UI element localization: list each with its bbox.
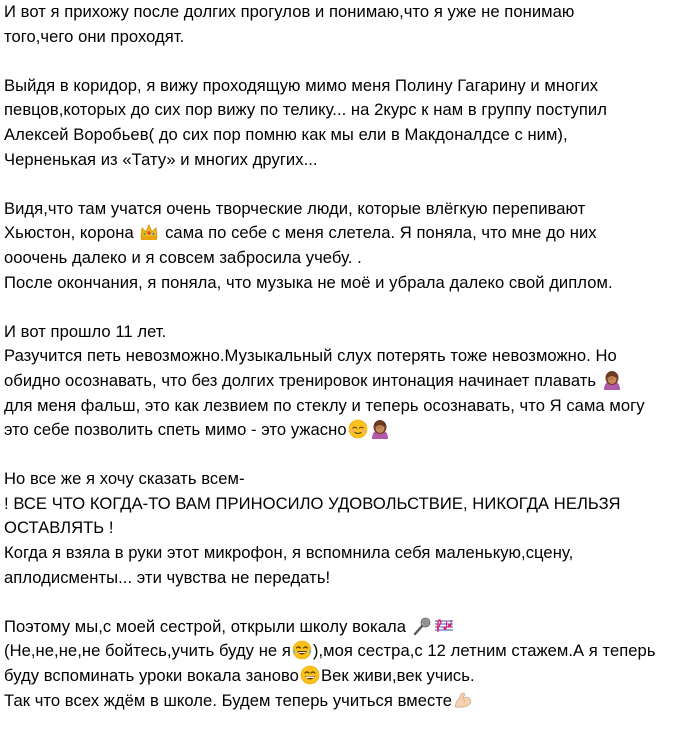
text-line <box>4 664 694 689</box>
text-line <box>4 639 694 664</box>
text-fragment: сама по себе с меня слетела. Я поняла, что мне до них <box>160 223 597 243</box>
text-fragment: буду вспоминать уроки вокала заново <box>4 666 299 686</box>
text-fragment: Так что всех ждём в школе. Будем теперь учиться вместе <box>4 690 453 710</box>
paragraph-gap <box>4 172 694 197</box>
text-line: После окончания, я поняла, что музыка не моё и убрала далеко свой диплом. <box>4 272 613 292</box>
text-line: для меня фальш, это как лезвием по стеклу и теперь осознавать, что Я сама могу <box>4 395 645 415</box>
text-line: аплодисменты... эти чувства не передать! <box>4 567 331 587</box>
text-line: певцов,которых до сих пор вижу по телику... на 2курс к нам в группу поступил <box>4 100 607 120</box>
text-line: И вот прошло 11 лет. <box>4 321 167 341</box>
text-line <box>4 418 694 443</box>
text-fragment: это себе позволить спеть мимо - это ужасно <box>4 420 347 440</box>
text-line: Разучится петь невозможно.Музыкальный слух потерять тоже невозможно. Но <box>4 346 617 366</box>
woman-facepalming-icon <box>370 419 390 439</box>
text-fragment: обидно осознавать, что без долгих тренировок интонация начинает плавать <box>4 370 601 390</box>
text-line: ! ВСЕ ЧТО КОГДА-ТО ВАМ ПРИНОСИЛО УДОВОЛЬСТВИЕ, НИКОГДА НЕЛЬЗЯ <box>4 493 621 513</box>
paragraph-gap <box>4 590 694 615</box>
musical-score-icon <box>434 616 454 636</box>
post-body <box>4 0 694 713</box>
text-line: Выйдя в коридор, я вижу проходящую мимо меня Полину Гагарину и многих <box>4 75 599 95</box>
text-fragment: Век живи,век учись. <box>320 666 475 686</box>
text-line: ооочень далеко и я совсем забросила учебу. . <box>4 247 362 267</box>
text-line: того,чего они проходят. <box>4 26 185 46</box>
face-with-tears-of-joy-icon <box>292 640 312 660</box>
text-line <box>4 221 694 246</box>
text-line: Когда я взяла в руки этот микрофон, я вспомнила себя маленькую,сцену, <box>4 543 574 563</box>
text-fragment: Поэтому мы,с моей сестрой, открыли школу вокала <box>4 616 411 636</box>
text-fragment: ),моя сестра,с 12 летним стажем.А я теперь <box>312 641 656 661</box>
crown-icon <box>139 222 159 242</box>
text-line <box>4 615 694 640</box>
text-fragment: (Не,не,не,не бойтесь,учить буду не я <box>4 641 291 661</box>
text-line: И вот я прихожу после долгих прогулов и понимаю,что я уже не понимаю <box>4 2 575 21</box>
woman-facepalming-icon <box>602 370 622 390</box>
text-line: Видя,что там учатся очень творческие люди, которые влёгкую перепивают <box>4 198 586 218</box>
relieved-face-icon <box>348 419 368 439</box>
paragraph-gap <box>4 295 694 320</box>
flexed-biceps-icon <box>453 690 473 710</box>
text-line: Но все же я хочу сказать всем- <box>4 469 245 489</box>
text-line <box>4 689 694 714</box>
text-line: Черненькая из «Тату» и многих других... <box>4 149 318 169</box>
text-line: Алексей Воробьев( до сих пор помню как мы ели в Макдоналдсе с ним), <box>4 124 568 144</box>
paragraph-gap <box>4 443 694 468</box>
text-fragment: Хьюстон, корона <box>4 223 139 243</box>
text-line: ОСТАВЛЯТЬ ! <box>4 518 114 538</box>
grinning-face-icon <box>300 665 320 685</box>
text-line <box>4 369 694 394</box>
microphone-icon <box>412 616 432 636</box>
paragraph-gap <box>4 49 694 74</box>
